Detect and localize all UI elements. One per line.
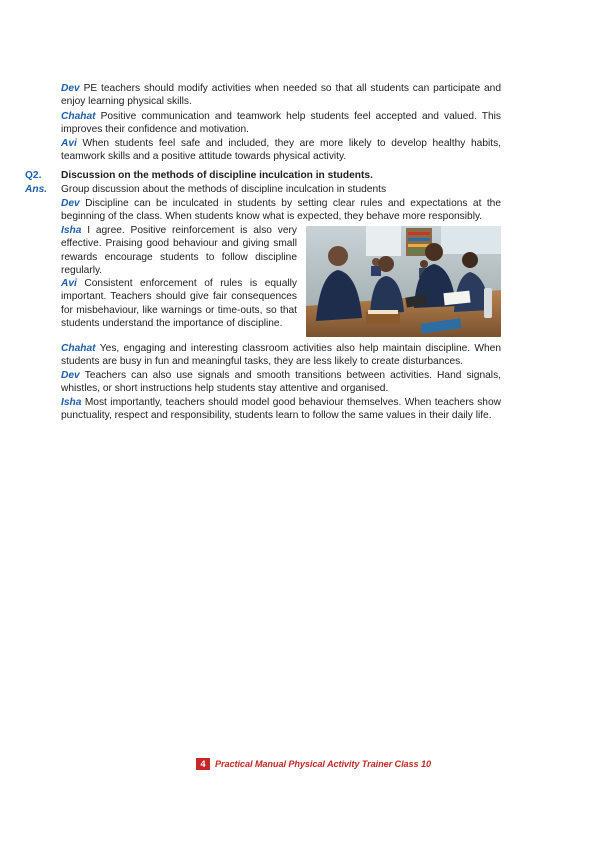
answer-heading: [25, 183, 386, 196]
speaker-name: Dev: [61, 83, 84, 94]
speaker-name: Avi: [61, 138, 83, 149]
dialogue-entry: [61, 82, 501, 109]
answer-label: Ans.: [25, 184, 48, 195]
page-footer: [196, 758, 431, 770]
speaker-name: Isha: [61, 225, 88, 236]
dialogue-text: I agree. Positive reinforcement is also very effective. Praising good behaviour and giving small rewards encourage students to follow discipline regularly.: [61, 225, 298, 277]
question-text: Discussion on the methods of discipline inculcation in students.: [61, 170, 373, 181]
dialogue-entry: [61, 277, 297, 331]
dialogue-text: Consistent enforcement of rules is equally important. Teachers should give fair consequences for misbehaviour, like warnings or time-outs, so that students understand the importance of discipline.: [61, 278, 297, 330]
dialogue-entry: [61, 342, 501, 369]
speaker-name: Dev: [61, 370, 85, 381]
speaker-name: Avi: [61, 278, 85, 289]
question-number: Q2.: [25, 170, 42, 181]
answer-text: Group discussion about the methods of discipline inculcation in students: [61, 184, 387, 195]
speaker-name: Chahat: [61, 111, 101, 122]
speaker-name: Chahat: [61, 343, 100, 354]
speaker-name: Dev: [61, 198, 86, 209]
dialogue-text: When students feel safe and included, they are more likely to develop healthy habits, teamwork skills and a positive attitude towards physical activity.: [61, 138, 502, 163]
dialogue-text: Yes, engaging and interesting classroom activities also help maintain discipline. When students are busy in fun and meaningful tasks, they are less likely to create disturbances.: [61, 343, 502, 368]
dialogue-entry: [61, 224, 297, 278]
dialogue-text: PE teachers should modify activities when needed so that all students can participate and enjoy learning physical skills.: [61, 83, 501, 108]
dialogue-entry: [61, 137, 501, 164]
classroom-photo: [306, 226, 501, 337]
dialogue-entry: [61, 396, 501, 423]
dialogue-text: Most importantly, teachers should model good behaviour themselves. When teachers show punctuality, respect and responsibility, students learn to follow the same values in their daily life.: [61, 397, 501, 422]
dialogue-entry: [61, 197, 501, 224]
dialogue-text: Teachers can also use signals and smooth transitions between activities. Hand signals, whistles, or short instructions help students stay attentive and organised.: [61, 370, 501, 395]
page-number: 4: [196, 758, 210, 770]
question-heading: [25, 169, 373, 182]
dialogue-text: Positive communication and teamwork help students feel accepted and valued. This improves their confidence and motivation.: [61, 111, 501, 136]
dialogue-text: Discipline can be inculcated in students by setting clear rules and expectations at the beginning of the class. When students know what is expected, they behave more responsibly.: [61, 198, 501, 223]
footer-title: Practical Manual Physical Activity Trainer Class 10: [215, 759, 432, 769]
speaker-name: Isha: [61, 397, 85, 408]
dialogue-entry: [61, 369, 501, 396]
dialogue-entry: [61, 110, 501, 137]
